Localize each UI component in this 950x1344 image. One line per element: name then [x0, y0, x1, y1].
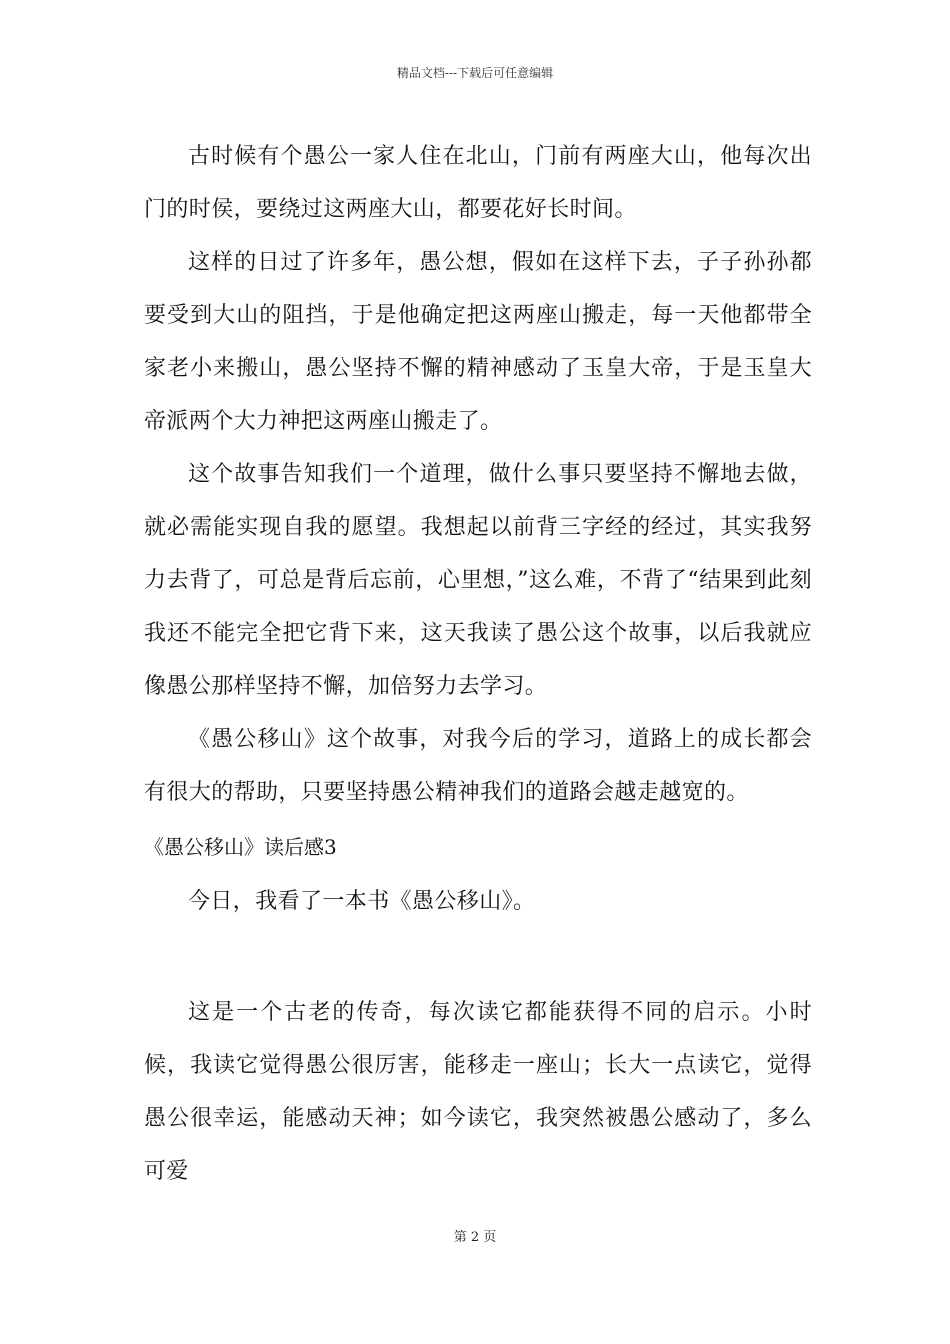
paragraph-1: 古时候有个愚公一家人住在北山，门前有两座大山，他每次出门的时侯，要绕过这两座大山，都要花好长时间。 — [144, 144, 812, 222]
document-body — [144, 130, 812, 1198]
page-number: 第 2 页 — [453, 1230, 497, 1245]
page-header: 精品文档---下载后可任意编辑 — [396, 66, 554, 80]
section-title: 《愚公移山》读后感3 — [144, 835, 337, 859]
section-paragraph-1: 今日，我看了一本书《愚公移山》。 — [188, 889, 536, 914]
section-paragraph-2: 这是一个古老的传奇，每次读它都能获得不同的启示。小时候，我读它觉得愚公很厉害，能移走一座山；长大一点读它，觉得愚公很幸运，能感动天神；如今读它，我突然被愚公感动了，多么可爱 — [144, 1000, 812, 1184]
paragraph-4: 《愚公移山》这个故事，对我今后的学习，道路上的成长都会有很大的帮助，只要坚持愚公精神我们的道路会越走越宽的。 — [144, 727, 812, 805]
paragraph-3: 这个故事告知我们一个道理，做什么事只要坚持不懈地去做，就必需能实现自我的愿望。我想起以前背三字经的经过，其实我努力去背了，可总是背后忘前，心里想，”这么难，不背了“结果到此刻我还不能完全把它背下来，这天我读了愚公这个故事，以后我就应像愚公那样坚持不懈，加倍努力去学习。 — [144, 462, 812, 699]
paragraph-2: 这样的日过了许多年，愚公想，假如在这样下去，子子孙孙都要受到大山的阻挡，于是他确定把这两座山搬走，每一天他都带全家老小来搬山，愚公坚持不懈的精神感动了玉皇大帝，于是玉皇大帝派两个大力神把这两座山搬走了。 — [144, 250, 812, 434]
